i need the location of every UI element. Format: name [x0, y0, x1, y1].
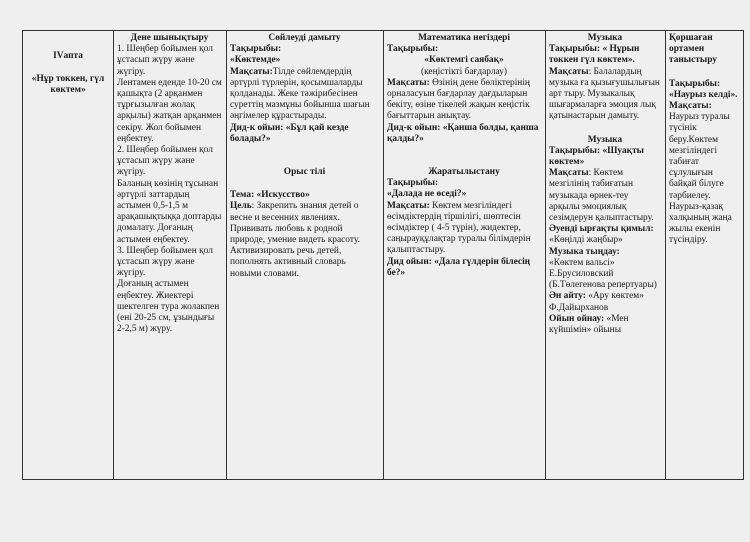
math-game: Дид-к ойын: «Қанша болды, қанша қалды?» — [387, 122, 539, 144]
russian-goal-text: : Закрепить знания детей о весне и весенних явлениях. Прививать любовь к родной природе, умение видеть красоту. Активизировать речь детей, пополнять активный словарь новыми словами. — [230, 201, 360, 279]
math-topic-note: (кеңістікті бағдарлау) — [420, 66, 507, 77]
music-topic: « Нұрын токкен гүл көктем». — [549, 44, 640, 66]
environment-column — [665, 33, 745, 247]
sing-label: Ән айту: — [549, 291, 586, 302]
russian-topic: Тема: «Искусство» — [230, 190, 310, 201]
sing-text: «Ару көктем» Ф.Дайырханов — [549, 291, 644, 313]
music-title: Музыка — [587, 33, 623, 43]
math-title: Математика негіздері — [418, 33, 510, 43]
env-topic-label: Тақырыбы: — [669, 78, 721, 89]
music-goal-label: Мақсаты — [549, 66, 589, 77]
nature-topic-label: Тақырыбы: — [387, 178, 439, 189]
pe-title: Дене шынықтыру — [130, 33, 209, 43]
music2-topic: «Шуақты көктем» — [549, 145, 644, 168]
russian-title: Орыс тілі — [283, 167, 326, 178]
music2-goal-text: : Көктем мезгілінің табиғатын музыкада өрнек-теу арқылы эмоциялық сезімдерун қалыптастыру. — [549, 168, 654, 224]
speech-game: Дид-к ойын: «Бұл қай кезде болады?» — [230, 122, 349, 144]
listen-label: Музыка тыңдау: — [549, 246, 620, 257]
week-label: IVапта — [53, 51, 83, 61]
music2-goal-label: Мақсаты — [549, 168, 589, 179]
speech-title: Сөйлеуді дамыту — [268, 33, 341, 43]
pe-item: Баланың көзінің тұсынан әртүрлі заттардың астымен 0,5-1,5 м арақашықтыққа доптарды домалату. Доғаның астымен еңбектеу. — [117, 178, 222, 245]
speech-topic-label: Тақырыбы: — [230, 44, 282, 55]
env-title: Қоршаған ортамен таныстыру — [669, 33, 717, 66]
play-label: Ойын ойнау: — [549, 313, 605, 324]
music2-title: Музыка — [587, 134, 623, 145]
listen-text: «Көктем вальсі» Е.Брусиловский (Б.Төлегенова репертуары) — [549, 257, 657, 291]
pe-item: 3. Шеңбер бойымен қол ұстасып жүру және жүгіру. — [117, 245, 213, 279]
math-topic: «Көктемгі саябақ» — [424, 55, 504, 66]
math-goal-label: Мақсаты: — [387, 77, 430, 88]
env-goal-text: Наурыз туралы түсінік беру.Көктем мезгіліндегі табиғат сұлулығын байқай білуге тәрбиелеу. Наурыз-қазақ халқының жаңа жылы екенін түсіндіру. — [669, 112, 732, 246]
speech-goal-label: Мақсаты: — [230, 66, 273, 77]
speech-topic: «Көктемде» — [230, 55, 281, 66]
music-goal-text: : Балалардың музыка ға қызығушылығын арт тыру. Музыкалық шығармаларға эмоция лық қатынастарын дамыту. — [549, 66, 660, 122]
pe-item: Доғаның астымен еңбектеу. Жиектері шектелген тура жолакпен (ені 20-25 см, ұзындығы 2-2,5 м) жүру. — [117, 279, 220, 335]
physical-education-column — [113, 33, 226, 335]
pe-item: Лентамен еденде 10-20 см қашықта (2 арқанмен тұрғызылған жолақ арқылы) жатқан арқанмен секіру. Жол бойымен еңбектеу. — [117, 77, 222, 144]
music2-topic-label: Тақырыбы: — [549, 145, 601, 156]
dance-label: Әуенді ырғақты қимыл: — [549, 224, 654, 235]
week-column — [23, 33, 113, 97]
music-column — [545, 33, 665, 336]
week-theme: «Нұр токкен, гүл көктем» — [31, 74, 105, 96]
env-goal-label: Мақсаты: — [669, 101, 712, 112]
nature-title: Жаратылыстану — [428, 167, 500, 178]
pe-item: 2. Шеңбер бойымен қол ұстасып жүру және жүгіру. — [117, 145, 213, 178]
speech-goal-text: Тілде сөйлемдердің әртүрлі түрлерін, қосымшаларды қолданады. Жеке тәжірибесінен суреттің мазмұны бойынша шағын әңгімелер құрастырады. — [230, 66, 370, 122]
speech-development-column — [226, 33, 383, 280]
math-topic-label: Тақырыбы: — [387, 44, 439, 55]
dance-text: «Көңілді жаңбыр» — [549, 235, 623, 246]
pe-item: 1. Шеңбер бойымен қол ұстасып жүру және жүгіру. — [117, 44, 213, 77]
nature-goal-label: Мақсаты: — [387, 200, 430, 211]
math-column — [383, 33, 545, 279]
math-goal-text: Өзінің дене бөліктерінің орналасуын бағдарлау дағдыларын бекіту, өзіне тікелей жақын кеңістік бағыттарын анықтау. — [387, 77, 530, 122]
nature-goal-text: Көктем мезгіліндегі өсімдіктердің тіршілігі, шөптесін өсімдіктер ( 4-5 түрін), жидектер, саңырауқұлақтар туралы білімдерін қалыптастыру. — [387, 200, 531, 256]
music-topic-label: Тақырыбы: — [549, 44, 601, 55]
plan-table — [22, 30, 744, 480]
play-text: «Мен күйшімін» ойыны — [549, 313, 629, 336]
nature-topic: «Далада не өседі?» — [387, 189, 467, 200]
nature-game: Дид ойын: «Дала гүлдерін білесің бе?» — [387, 256, 531, 278]
russian-goal-label: Цель — [230, 201, 252, 212]
env-topic: «Наурыз келді». — [669, 89, 738, 100]
